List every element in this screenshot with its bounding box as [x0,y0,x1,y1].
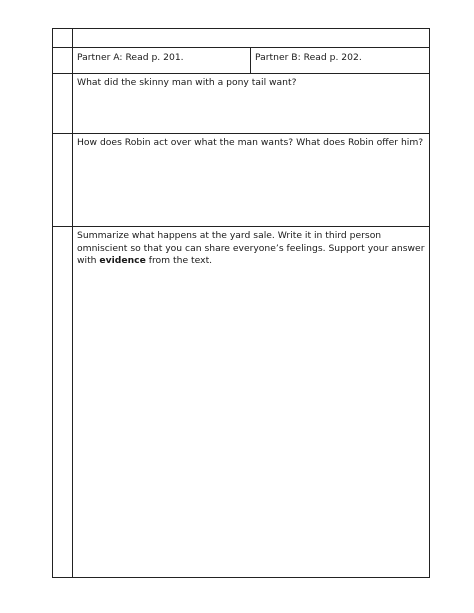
question-2-row [53,134,430,227]
question-3-text-part-2: from the text. [145,255,213,266]
question-3-margin-cell [53,227,73,578]
question-2-margin-cell [53,134,73,227]
question-3-text-part-1: Summarize what happens at the yard sale. Write it in third person omniscient so that you can share everyone’s feelings. Support your answer with [77,230,425,266]
question-2-cell [73,134,430,227]
question-1-cell [73,74,430,134]
partner-b-label: Partner B: Read p. 202. [255,52,362,63]
question-1-row [53,74,430,134]
partner-a-cell [73,48,251,74]
question-1-margin-cell [53,74,73,134]
partner-b-cell [251,48,430,74]
question-3-cell [73,227,430,578]
question-2-text: How does Robin act over what the man wants? What does Robin offer him? [77,137,424,148]
header-cell [73,29,430,48]
partner-a-label: Partner A: Read p. 201. [77,52,184,63]
question-3-text [73,227,429,268]
question-3-emphasis: evidence [99,255,146,266]
question-1-text: What did the skinny man with a pony tail want? [77,77,297,88]
question-3-row [53,227,430,578]
header-margin-cell [53,29,73,48]
partner-row [53,48,430,74]
partner-margin-cell [53,48,73,74]
worksheet-table [52,28,430,578]
header-row [53,29,430,48]
